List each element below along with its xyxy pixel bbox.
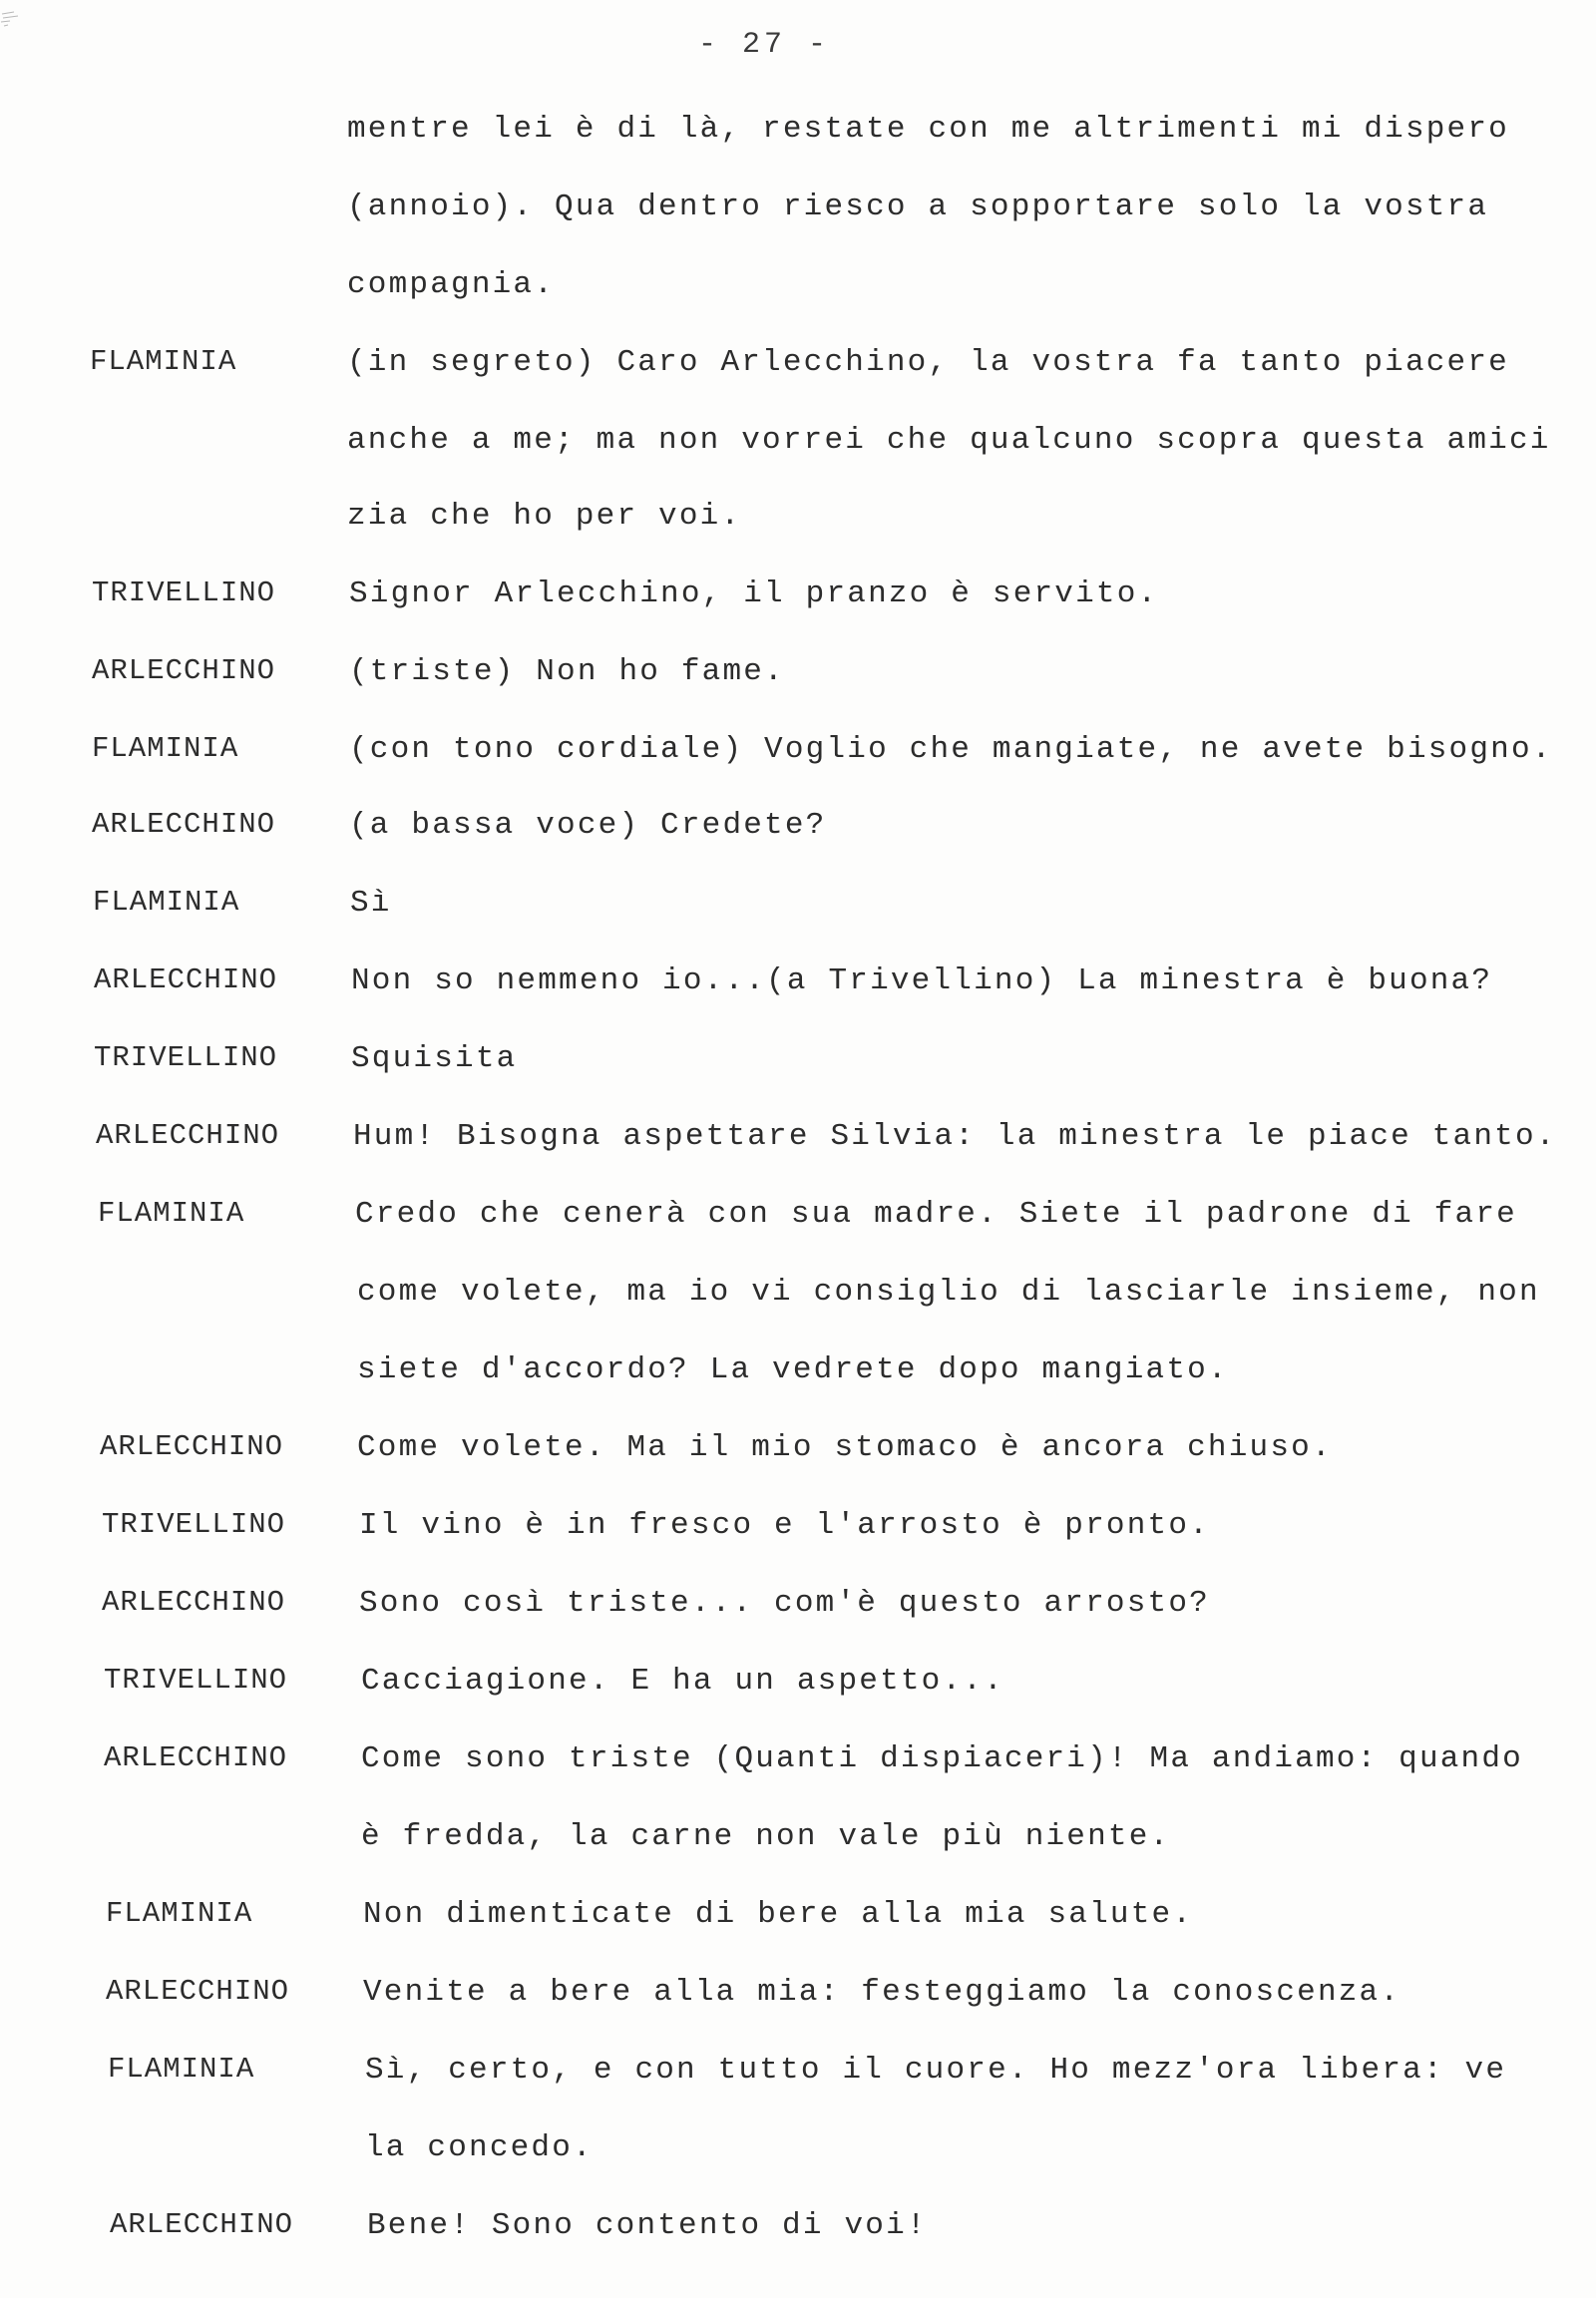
dialogue-text: Come volete. Ma il mio stomaco è ancora chiuso. xyxy=(357,1430,1333,1465)
dialogue-text: siete d'accordo? La vedrete dopo mangiato. xyxy=(357,1352,1229,1387)
script-line xyxy=(0,1197,1596,1257)
dialogue-text: mentre lei è di là, restate con me altrimenti mi dispero xyxy=(347,112,1509,147)
script-line xyxy=(0,2053,1596,2112)
script-line xyxy=(0,267,1596,327)
script-line xyxy=(0,808,1596,868)
script-line xyxy=(0,499,1596,559)
speaker-name: ARLECCHINO xyxy=(100,1430,284,1463)
speaker-name: ARLECCHINO xyxy=(92,654,276,687)
speaker-name: ARLECCHINO xyxy=(96,1119,280,1152)
script-line xyxy=(0,1975,1596,2035)
dialogue-text: (in segreto) Caro Arlecchino, la vostra fa tanto piacere xyxy=(347,345,1509,380)
speaker-name: TRIVELLINO xyxy=(102,1508,286,1541)
speaker-name: FLAMINIA xyxy=(93,886,240,919)
dialogue-text: come volete, ma io vi consiglio di lasciarle insieme, non xyxy=(357,1275,1540,1310)
speaker-name: FLAMINIA xyxy=(92,732,239,765)
dialogue-text: è fredda, la carne non vale più niente. xyxy=(361,1819,1171,1854)
dialogue-text: Cacciagione. E ha un aspetto... xyxy=(361,1664,1004,1699)
script-line xyxy=(0,1119,1596,1179)
script-line xyxy=(0,1586,1596,1646)
script-line xyxy=(0,1430,1596,1490)
dialogue-text: Come sono triste (Quanti dispiaceri)! Ma andiamo: quando xyxy=(361,1741,1523,1776)
script-line xyxy=(0,2208,1596,2268)
dialogue-text: Hum! Bisogna aspettare Silvia: la minestra le piace tanto. xyxy=(353,1119,1557,1154)
script-line xyxy=(0,345,1596,405)
script-line xyxy=(0,1741,1596,1801)
speaker-name: ARLECCHINO xyxy=(104,1741,288,1774)
page-number: - 27 - xyxy=(698,28,831,62)
script-line xyxy=(0,1897,1596,1957)
speaker-name: ARLECCHINO xyxy=(106,1975,290,2008)
script-line xyxy=(0,1275,1596,1335)
speaker-name: FLAMINIA xyxy=(108,2053,255,2086)
dialogue-text: Credo che cenerà con sua madre. Siete il padrone di fare xyxy=(355,1197,1517,1232)
dialogue-text: (annoio). Qua dentro riesco a sopportare solo la vostra xyxy=(347,190,1489,224)
speaker-name: ARLECCHINO xyxy=(110,2208,294,2241)
script-line xyxy=(0,2130,1596,2190)
script-line xyxy=(0,576,1596,636)
dialogue-text: Il vino è in fresco e l'arrosto è pronto. xyxy=(359,1508,1210,1543)
dialogue-text: Sì, certo, e con tutto il cuore. Ho mezz'ora libera: ve xyxy=(365,2053,1507,2088)
dialogue-text: la concedo. xyxy=(365,2130,594,2165)
script-line xyxy=(0,1041,1596,1101)
script-line xyxy=(0,1819,1596,1879)
dialogue-text: compagnia. xyxy=(347,267,556,302)
script-line xyxy=(0,732,1596,792)
speaker-name: ARLECCHINO xyxy=(92,808,276,841)
dialogue-text: Bene! Sono contento di voi! xyxy=(367,2208,928,2243)
script-line xyxy=(0,423,1596,483)
script-line xyxy=(0,1664,1596,1724)
dialogue-text: Sì xyxy=(350,886,392,921)
script-line xyxy=(0,654,1596,714)
dialogue-text: (con tono cordiale) Voglio che mangiate, ne avete bisogno. xyxy=(349,732,1553,767)
speaker-name: TRIVELLINO xyxy=(92,576,276,609)
script-line xyxy=(0,112,1596,172)
dialogue-text: Signor Arlecchino, il pranzo è servito. xyxy=(349,576,1159,611)
speaker-name: FLAMINIA xyxy=(90,345,237,378)
speaker-name: ARLECCHINO xyxy=(94,963,278,996)
speaker-name: FLAMINIA xyxy=(98,1197,245,1230)
script-line xyxy=(0,1508,1596,1568)
scan-speckle-mark xyxy=(0,10,30,40)
speaker-name: FLAMINIA xyxy=(106,1897,253,1930)
script-line xyxy=(0,190,1596,249)
speaker-name: TRIVELLINO xyxy=(104,1664,288,1697)
dialogue-text: anche a me; ma non vorrei che qualcuno scopra questa amici xyxy=(347,423,1551,458)
dialogue-text: (triste) Non ho fame. xyxy=(349,654,785,689)
script-line xyxy=(0,1352,1596,1412)
script-line xyxy=(0,963,1596,1023)
speaker-name: ARLECCHINO xyxy=(102,1586,286,1619)
dialogue-text: Squisita xyxy=(351,1041,518,1076)
dialogue-text: Venite a bere alla mia: festeggiamo la conoscenza. xyxy=(363,1975,1401,2010)
dialogue-text: Non dimenticate di bere alla mia salute. xyxy=(363,1897,1194,1932)
dialogue-text: Non so nemmeno io...(a Trivellino) La minestra è buona? xyxy=(351,963,1493,998)
dialogue-text: zia che ho per voi. xyxy=(347,499,742,534)
script-line xyxy=(0,886,1596,946)
dialogue-text: (a bassa voce) Credete? xyxy=(349,808,827,843)
speaker-name: TRIVELLINO xyxy=(94,1041,278,1074)
dialogue-text: Sono così triste... com'è questo arrosto? xyxy=(359,1586,1210,1621)
